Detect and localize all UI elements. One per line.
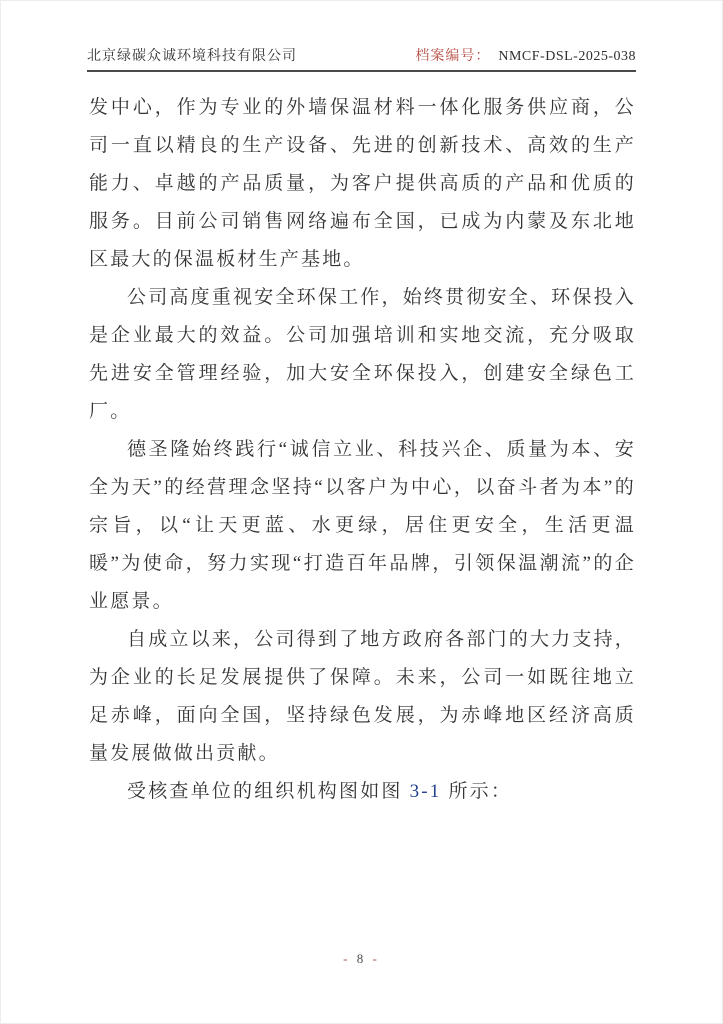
paragraph-figure-reference <box>89 773 636 811</box>
paragraph-business-philosophy: 德圣隆始终践行“诚信立业、科技兴企、质量为本、安全为天”的经营理念坚持“以客户为中心，以奋斗者为本”的宗旨，以“让天更蓝、水更绿，居住更安全，生活更温暖”为使命，努力实现“打造百年品牌，引领保温潮流”的企业愿景。 <box>89 439 636 612</box>
footer-left-dash: - <box>343 951 351 966</box>
figure-reference-link[interactable]: 3-1 <box>409 781 442 802</box>
figure-reference-suffix: 所示： <box>441 781 513 802</box>
paragraph-future-outlook: 自成立以来，公司得到了地方政府各部门的大力支持，为企业的长足发展提供了保障。未来，公司一如既往地立足赤峰，面向全国，坚持绿色发展，为赤峰地区经济高质量发展做做出贡献。 <box>89 629 636 764</box>
figure-reference-prefix: 受核查单位的组织机构图如图 <box>127 781 410 802</box>
archive-number-label: 档案编号： <box>415 49 491 64</box>
page-footer <box>1 951 722 967</box>
document-body <box>89 89 636 811</box>
paragraph-safety-environment: 公司高度重视安全环保工作，始终贯彻安全、环保投入是企业最大的效益。公司加强培训和实地交流，充分吸取先进安全管理经验，加大安全环保投入，创建安全绿色工厂。 <box>89 287 636 422</box>
footer-right-dash: - <box>372 951 380 966</box>
page-number: 8 <box>356 951 367 966</box>
archive-number-value: NMCF-DSL-2025-038 <box>498 49 636 64</box>
header-company-name: 北京绿碳众诚环境科技有限公司 <box>87 49 297 64</box>
page-header <box>87 45 636 72</box>
header-archive-info <box>415 45 636 65</box>
paragraph-company-intro: 发中心，作为专业的外墙保温材料一体化服务供应商，公司一直以精良的生产设备、先进的创新技术、高效的生产能力、卓越的产品质量，为客户提供高质的产品和优质的服务。目前公司销售网络遍布全国，已成为内蒙及东北地区最大的保温板材生产基地。 <box>89 97 636 270</box>
